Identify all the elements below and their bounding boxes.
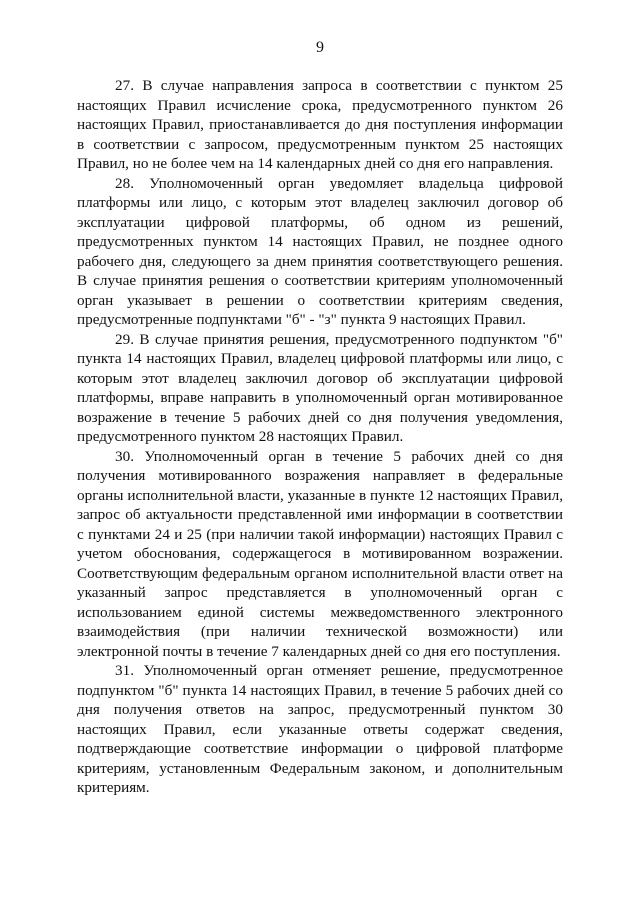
paragraph-30: 30. Уполномоченный орган в течение 5 рабочих дней со дня получения мотивированного возражения направляет в федеральные органы исполнительной власти, указанные в пункте 12 настоящих Правил, запрос об актуальности представленной ими информации в соответствии с пунктами 24 и 25 (при наличии такой информации) настоящих Правил с учетом обоснования, содержащегося в мотивированном возражении. Соответствующим федеральным органом исполнительной власти ответ на указанный запрос представляется в уполномоченный орган с использованием единой системы межведомственного электронного взаимодействия (при наличии технической возможности) или электронной почты в течение 7 календарных дней со дня его поступления. (77, 447, 563, 660)
paragraph-31: 31. Уполномоченный орган отменяет решение, предусмотренное подпунктом "б" пункта 14 настоящих Правил, в течение 5 рабочих дней со дня получения ответов на запрос, предусмотренный пунктом 30 настоящих Правил, если указанные ответы содержат сведения, подтверждающие соответствие информации о цифровой платформе критериям, установленным Федеральным законом, и дополнительным критериям. (77, 662, 563, 796)
paragraph-27: 27. В случае направления запроса в соответствии с пунктом 25 настоящих Правил исчисление срока, предусмотренного пунктом 26 настоящих Правил, приостанавливается до дня поступления информации в соответствии с запросом, предусмотренным пунктом 25 настоящих Правил, но не более чем на 14 календарных дней со дня его направления. (77, 77, 563, 172)
paragraph-29: 29. В случае принятия решения, предусмотренного подпунктом "б" пункта 14 настоящих Правил, владелец цифровой платформы или лицо, с которым этот владелец заключил договор об эксплуатации цифровой платформы, вправе направить в уполномоченный орган мотивированное возражение в течение 5 рабочих дней со дня получения уведомления, предусмотренного пунктом 28 настоящих Правил. (77, 330, 563, 445)
document-body (77, 76, 563, 798)
paragraph-28: 28. Уполномоченный орган уведомляет владельца цифровой платформы или лицо, с которым этот владелец заключил договор об эксплуатации цифровой платформы, об одном из решений, предусмотренных пунктом 14 настоящих Правил, не позднее одного рабочего дня, следующего за днем принятия соответствующего решения. В случае принятия решения о соответствии критериям уполномоченный орган указывает в решении о соответствии критериям сведения, предусмотренные подпунктами "б" - "з" пункта 9 настоящих Правил. (77, 174, 563, 328)
page-number: 9 (316, 39, 324, 56)
